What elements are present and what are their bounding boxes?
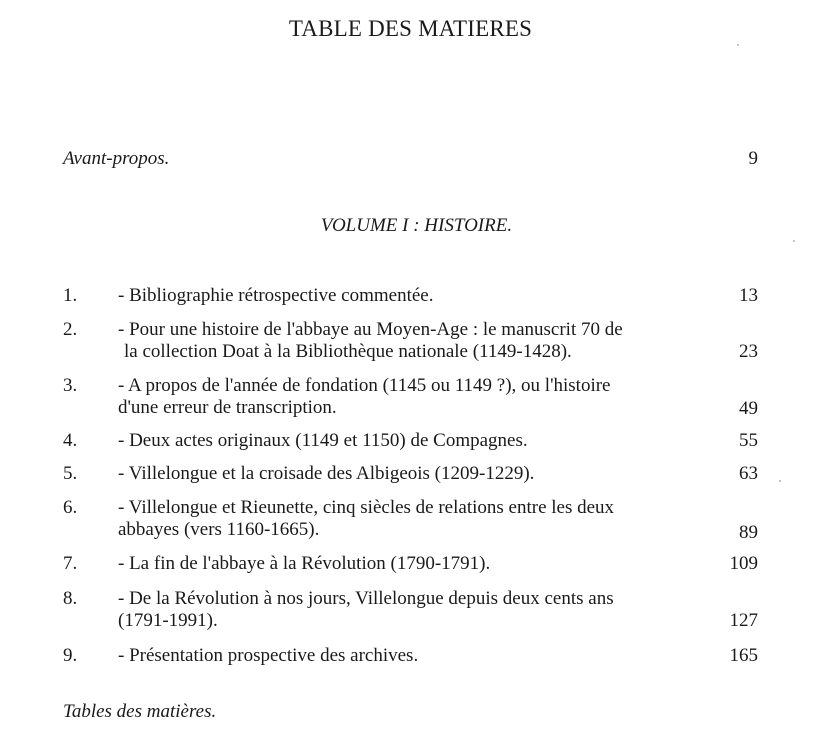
- entry-title-line: la collection Doat à la Bibliothèque nationale (1149-1428).: [124, 341, 572, 362]
- entry-number: 9.: [63, 645, 78, 666]
- foreword-page-number: 9: [748, 148, 758, 169]
- volume-heading: VOLUME I : HISTOIRE.: [320, 215, 513, 236]
- foreword-label: Avant-propos.: [63, 148, 170, 169]
- entry-number: 5.: [63, 463, 78, 484]
- entry-page-number: 89: [739, 522, 758, 543]
- toc-entry: [63, 285, 758, 307]
- entry-title-line: abbayes (vers 1160-1665).: [118, 519, 320, 540]
- entry-page-number: 49: [739, 398, 758, 419]
- entry-title: [118, 553, 698, 575]
- entry-title-line: d'une erreur de transcription.: [118, 397, 337, 418]
- closing-entry: Tables des matières.: [63, 701, 217, 722]
- entry-title-line: - Villelongue et Rieunette, cinq siècles de relations entre les deux: [118, 497, 615, 518]
- page-title: TABLE DES MATIERES: [288, 16, 533, 41]
- entry-number: 7.: [63, 553, 78, 574]
- entry-title-line: - La fin de l'abbaye à la Révolution (1790-1791).: [118, 553, 491, 574]
- toc-entry: [63, 375, 758, 419]
- entry-title-line: (1791-1991).: [118, 610, 218, 631]
- entry-page-number: 165: [729, 645, 758, 666]
- entry-title: [118, 588, 698, 632]
- entry-page-number: 55: [739, 430, 758, 451]
- entry-number: 1.: [63, 285, 78, 306]
- entry-title: [118, 463, 698, 485]
- entry-title-line: - Pour une histoire de l'abbaye au Moyen-Age : le manuscrit 70 de: [118, 319, 623, 340]
- entry-title: [118, 285, 698, 307]
- toc-entry: [63, 463, 758, 485]
- entry-title: [118, 319, 698, 363]
- toc-entry: [63, 319, 758, 363]
- entry-number: 4.: [63, 430, 78, 451]
- toc-entry: [63, 645, 758, 667]
- entry-title-line: - Présentation prospective des archives.: [118, 645, 419, 666]
- entry-title: [118, 430, 698, 452]
- entry-page-number: 23: [739, 341, 758, 362]
- entry-page-number: 13: [739, 285, 758, 306]
- entry-page-number: 127: [729, 610, 758, 631]
- entry-title-line: - De la Révolution à nos jours, Villelongue depuis deux cents ans: [118, 588, 614, 609]
- entry-number: 6.: [63, 497, 78, 518]
- scan-speck: [779, 480, 781, 482]
- entry-title: [118, 497, 698, 541]
- scan-speck: [737, 44, 739, 46]
- toc-entry: [63, 497, 758, 541]
- entry-number: 3.: [63, 375, 78, 396]
- entry-title: [118, 375, 698, 419]
- entry-title-line: - Bibliographie rétrospective commentée.: [118, 285, 434, 306]
- entry-number: 2.: [63, 319, 78, 340]
- entry-page-number: 63: [739, 463, 758, 484]
- entry-title-line: - A propos de l'année de fondation (1145 ou 1149 ?), ou l'histoire: [118, 375, 611, 396]
- entry-title: [118, 645, 698, 667]
- toc-entry: [63, 588, 758, 632]
- entry-title-line: - Villelongue et la croisade des Albigeois (1209-1229).: [118, 463, 535, 484]
- entry-title-line: - Deux actes originaux (1149 et 1150) de Compagnes.: [118, 430, 528, 451]
- entry-page-number: 109: [729, 553, 758, 574]
- entry-number: 8.: [63, 588, 78, 609]
- toc-entry: [63, 430, 758, 452]
- scan-speck: [793, 240, 795, 242]
- toc-entry: [63, 553, 758, 575]
- foreword-entry: [63, 148, 758, 170]
